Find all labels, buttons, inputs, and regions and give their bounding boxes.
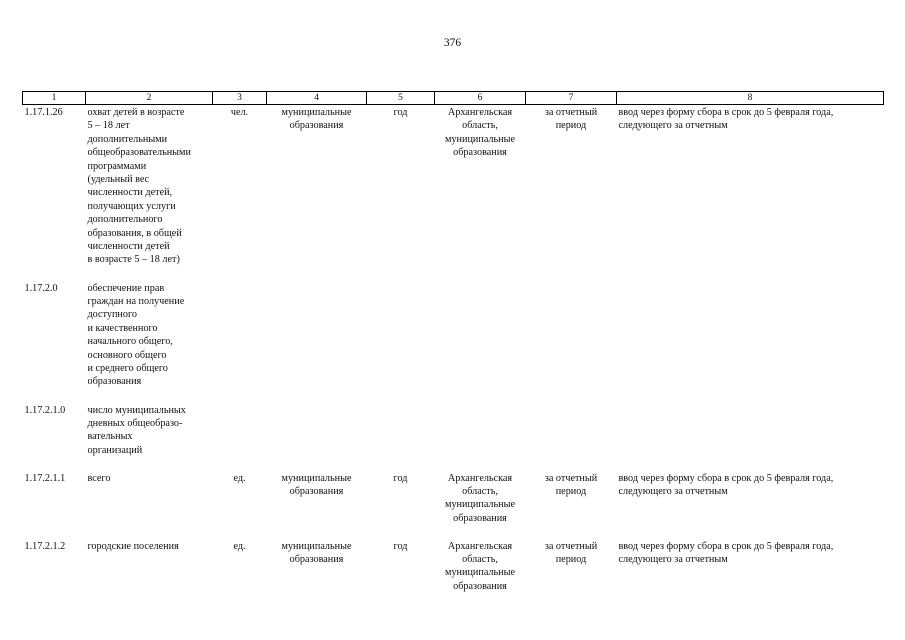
table-row: [23, 403, 884, 471]
row-report-period: за отчетный период: [544, 540, 598, 565]
row-unit: [213, 281, 267, 403]
row-period: [367, 403, 435, 471]
row-period: год: [393, 472, 408, 484]
row-level: муниципальные образования: [281, 472, 352, 497]
row-code: 1.17.2.1.2: [24, 540, 66, 552]
row-period: год: [393, 540, 408, 552]
header-cell-8: 8: [617, 92, 884, 105]
row-name: всего: [87, 472, 111, 484]
row-input-method: ввод через форму сбора в срок до 5 февраля года, следующего за отчетным: [618, 107, 834, 132]
row-report-period: за отчетный период: [544, 472, 598, 497]
row-input-method: [617, 281, 884, 403]
row-code: 1.17.1.26: [24, 107, 63, 118]
row-name: городские поселения: [87, 540, 179, 552]
row-code: 1.17.2.1.0: [24, 404, 66, 416]
row-name: число муниципальных дневных общеобразо- вательных организаций: [87, 404, 186, 456]
row-territory: Архангельская область, муниципальные образования: [445, 540, 515, 592]
row-report-period: за отчетный период: [544, 107, 598, 132]
row-level: муниципальные образования: [281, 107, 352, 132]
header-cell-1: 1: [23, 92, 86, 105]
table-row: [23, 281, 884, 403]
header-row: [23, 92, 884, 105]
table-row: [23, 539, 884, 595]
row-report-period: [526, 281, 617, 403]
row-territory: [435, 403, 526, 471]
row-level: муниципальные образования: [281, 540, 352, 565]
page-number: 376: [443, 37, 462, 49]
row-name: обеспечение прав граждан на получение доступного и качественного начального общего, основного общего и среднего общего образования: [87, 282, 185, 388]
row-unit: чел.: [230, 107, 249, 118]
header-cell-3: 3: [213, 92, 267, 105]
row-report-period: [526, 403, 617, 471]
row-code: 1.17.2.1.1: [24, 472, 66, 484]
row-code: 1.17.2.0: [24, 282, 58, 294]
table-row: [23, 105, 884, 281]
row-input-method: ввод через форму сбора в срок до 5 февраля года, следующего за отчетным: [618, 472, 834, 497]
row-level: [267, 281, 367, 403]
table-row: [23, 471, 884, 539]
row-name: охват детей в возрасте 5 – 18 лет дополнительными общеобразовательными программами (удельный вес численности детей, получающих услуги дополнительного образования, в общей численности детей в возрасте 5 – 18 лет): [87, 107, 191, 266]
header-cell-2: 2: [86, 92, 213, 105]
row-level: [267, 403, 367, 471]
row-input-method: [617, 403, 884, 471]
row-territory: [435, 281, 526, 403]
row-territory: Архангельская область, муниципальные образования: [445, 107, 515, 159]
row-unit: ед.: [233, 472, 246, 484]
header-cell-5: 5: [367, 92, 435, 105]
row-territory: Архангельская область, муниципальные образования: [445, 472, 515, 524]
header-cell-4: 4: [267, 92, 367, 105]
header-cell-6: 6: [435, 92, 526, 105]
row-period: [367, 281, 435, 403]
row-input-method: ввод через форму сбора в срок до 5 февраля года, следующего за отчетным: [618, 540, 834, 565]
row-unit: ед.: [233, 540, 246, 552]
row-period: год: [393, 107, 408, 118]
header-cell-7: 7: [526, 92, 617, 105]
indicator-table: [22, 91, 884, 595]
row-unit: [213, 403, 267, 471]
